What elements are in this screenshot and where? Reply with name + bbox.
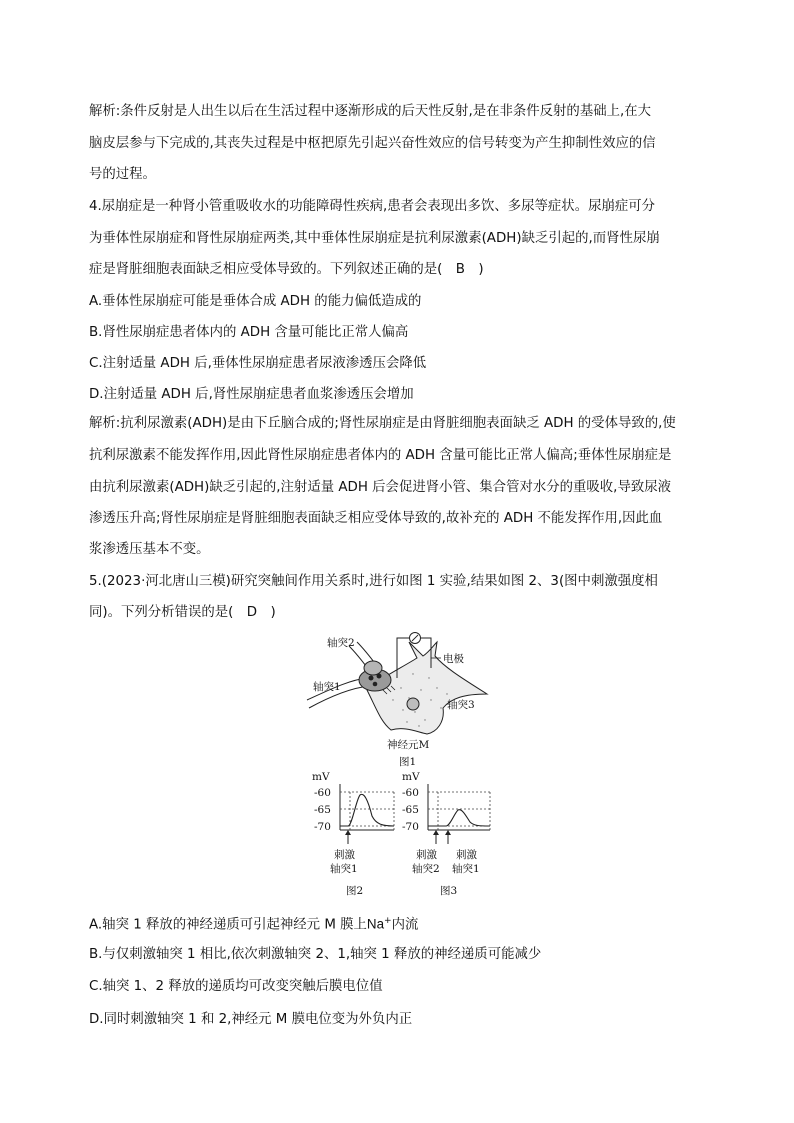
figure-2-potential-plot [308, 770, 398, 896]
nucleus [407, 698, 419, 710]
q4-option-a: A.垂体性尿崩症可能是垂体合成 ADH 的能力偏低造成的 [89, 294, 422, 309]
fig2-unit: mV [312, 771, 330, 783]
fig3-stim-a-label: 刺激 [416, 849, 437, 861]
fig2-tick-65: -65 [314, 804, 331, 816]
label-neuron-m: 神经元M [387, 739, 430, 751]
q4-option-b: B.肾性尿崩症患者体内的 ADH 含量可能比正常人偏高 [89, 325, 409, 340]
fig2-tick-70: -70 [314, 821, 331, 833]
q3-analysis-line-1: 解析:条件反射是人出生以后在生活过程中逐渐形成的后天性反射,是在非条件反射的基础上,在大 [89, 104, 652, 119]
q4-option-c: C.注射适量 ADH 后,垂体性尿崩症患者尿液渗透压会降低 [89, 356, 427, 371]
q5-stem-line-2: 同)。下列分析错误的是( D ) [89, 605, 276, 620]
fig3-tick-60: -60 [402, 787, 419, 799]
fig2-grid [340, 792, 394, 830]
q5-stem-line-1: 5.(2023·河北唐山三模)研究突触间作用关系时,进行如图 1 实验,结果如图 2、3(图中刺激强度相 [89, 574, 658, 589]
fig3-tick-65: -65 [402, 804, 419, 816]
q4-analysis-line-3: 由抗利尿激素(ADH)缺乏引起的,注射适量 ADH 后会促进肾小管、集合管对水分的重吸收,导致尿液 [89, 480, 672, 495]
figure-2-caption: 图2 [346, 885, 364, 896]
label-axon-2: 轴突2 [327, 637, 355, 649]
fig3-grid [428, 792, 490, 830]
fig3-unit: mV [402, 771, 420, 783]
fig3-stim-b-label: 刺激 [456, 849, 477, 861]
q5-option-c: C.轴突 1、2 释放的递质均可改变突触后膜电位值 [89, 979, 383, 994]
q4-analysis-line-5: 浆渗透压基本不变。 [89, 542, 210, 557]
q5-option-b: B.与仅刺激轴突 1 相比,依次刺激轴突 2、1,轴突 1 释放的神经递质可能减少 [89, 947, 542, 962]
q5-option-a [89, 912, 418, 934]
q3-analysis-line-2: 脑皮层参与下完成的,其丧失过程是中枢把原先引起兴奋性效应的信号转变为产生抑制性效应的信 [89, 136, 656, 151]
fig3-stim-a-target: 轴突2 [412, 863, 440, 875]
figure-1-caption: 图1 [399, 756, 417, 768]
fig3-stim-b-target: 轴突1 [452, 863, 480, 875]
label-axon-3: 轴突3 [447, 699, 475, 711]
fig2-stim-label: 刺激 [334, 849, 355, 861]
fig2-stim-target: 轴突1 [330, 863, 358, 875]
q4-analysis-line-4: 渗透压升高;肾性尿崩症是肾脏细胞表面缺乏相应受体导致的,故补充的 ADH 不能发挥作用,因此血 [89, 511, 663, 526]
q5-option-a-ion-charge: + [384, 916, 392, 926]
q4-stem-line-2: 为垂体性尿崩症和肾性尿崩症两类,其中垂体性尿崩症是抗利尿激素(ADH)缺乏引起的,而肾性尿崩 [89, 231, 660, 246]
q5-option-a-text-end: 内流 [391, 917, 419, 933]
figure-3-caption: 图3 [440, 885, 458, 896]
q4-stem-line-1: 4.尿崩症是一种肾小管重吸收水的功能障碍性疾病,患者会表现出多饮、多尿等症状。尿崩症可分 [89, 199, 656, 214]
figure-1-synapse-diagram [305, 628, 505, 770]
q3-analysis-line-3: 号的过程。 [89, 167, 156, 182]
q5-option-a-ion: Na [366, 916, 385, 932]
fig3-tick-70: -70 [402, 821, 419, 833]
fig2-tick-60: -60 [314, 787, 331, 799]
q4-option-d: D.注射适量 ADH 后,肾性尿崩症患者血浆渗透压会增加 [89, 387, 414, 402]
fig3-potential-curve [428, 810, 490, 826]
q4-analysis-line-2: 抗利尿激素不能发挥作用,因此肾性尿崩症患者体内的 ADH 含量可能比正常人偏高;垂体性尿崩症是 [89, 448, 672, 463]
figure-3-potential-plot [398, 770, 498, 896]
label-electrode: 电极 [443, 653, 464, 665]
q5-option-d: D.同时刺激轴突 1 和 2,神经元 M 膜电位变为外负内正 [89, 1012, 413, 1027]
q4-analysis-line-1: 解析:抗利尿激素(ADH)是由下丘脑合成的;肾性尿崩症是由肾脏细胞表面缺乏 ADH 的受体导致的,使 [89, 416, 676, 431]
label-axon-1: 轴突1 [313, 681, 341, 693]
axon-2-terminal [364, 661, 382, 675]
q4-stem-line-3: 症是肾脏细胞表面缺乏相应受体导致的。下列叙述正确的是( B ) [89, 262, 484, 277]
q5-option-a-text: A.轴突 1 释放的神经递质可引起神经元 M 膜上 [89, 917, 367, 933]
fig2-potential-curve [340, 794, 394, 826]
